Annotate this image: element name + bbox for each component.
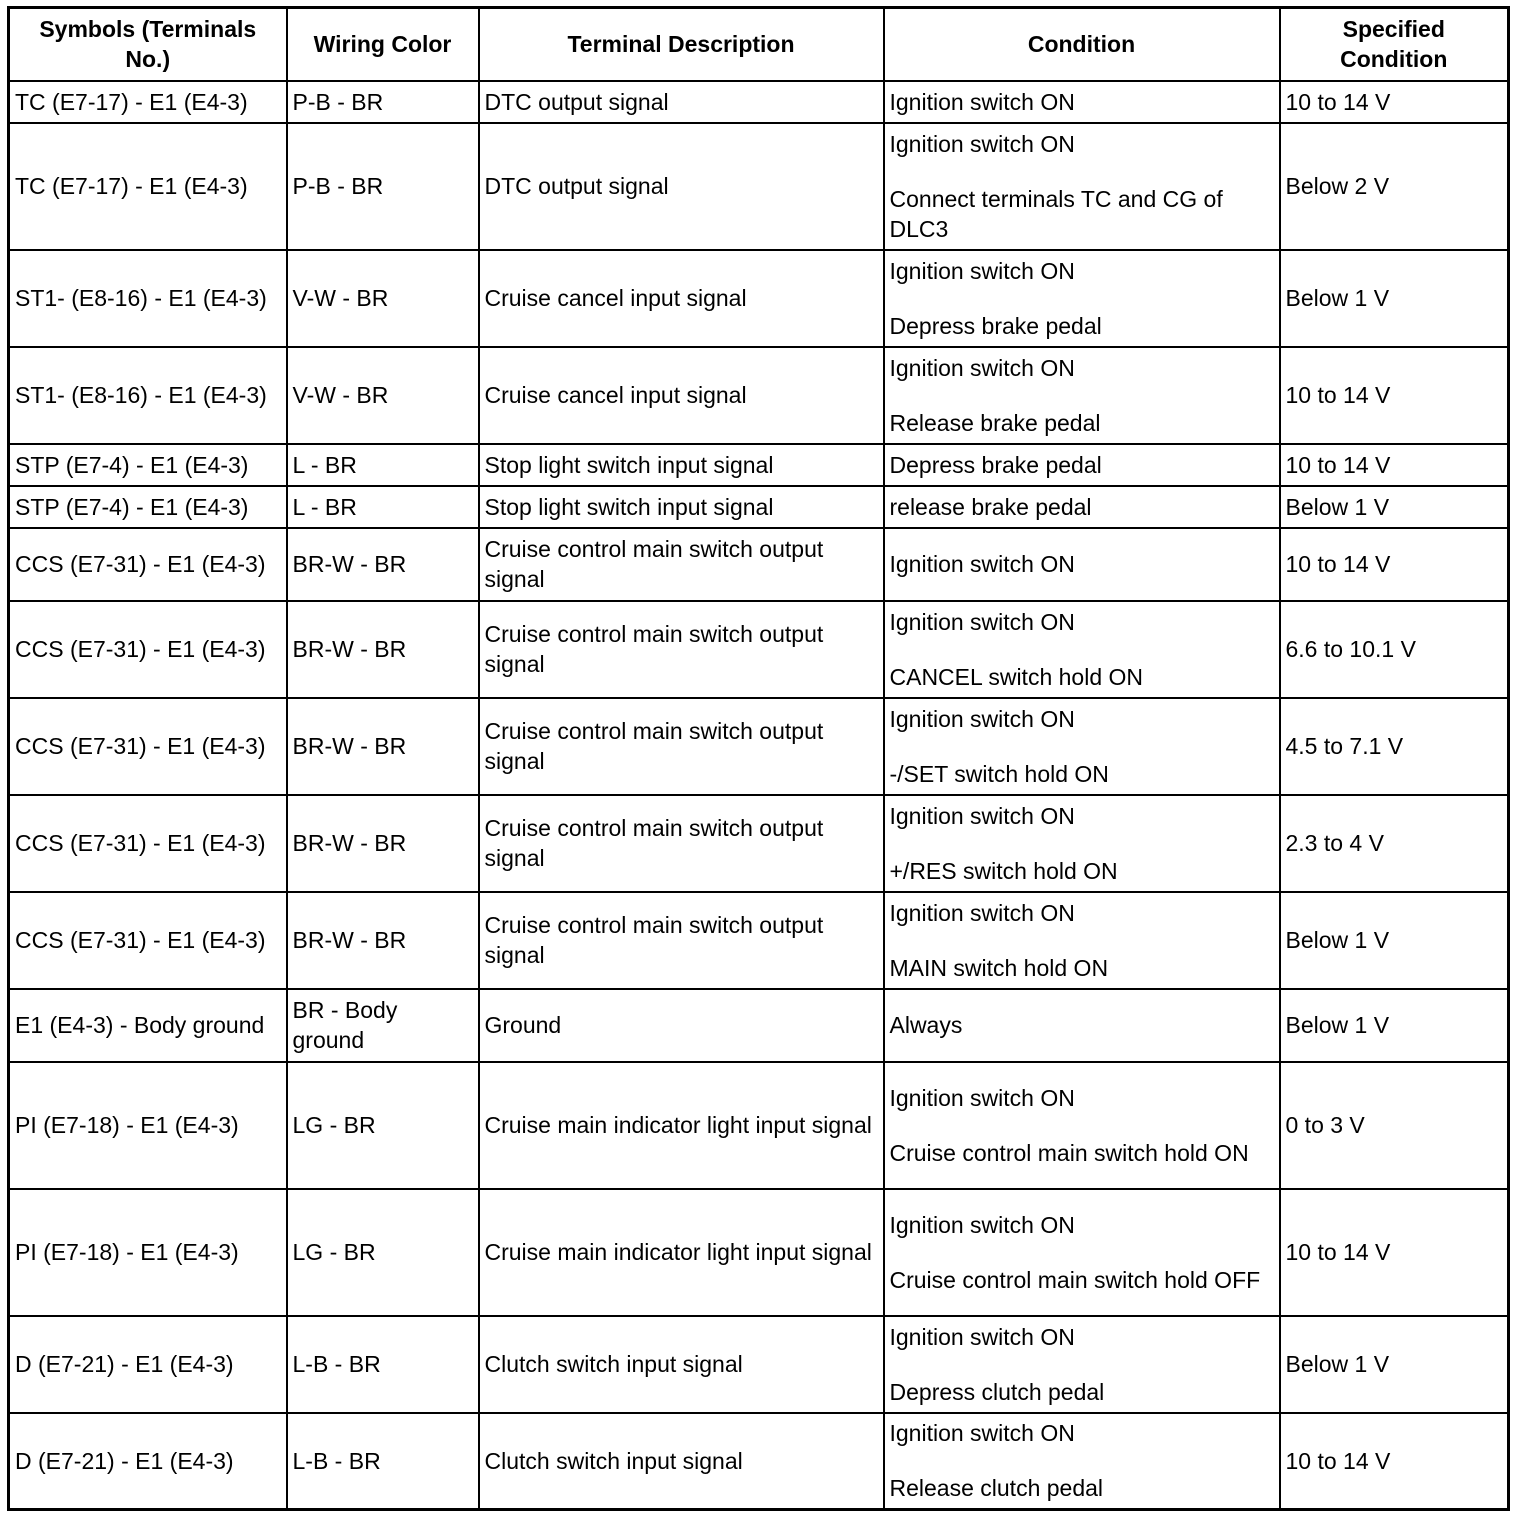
cell-symbol: E1 (E4-3) - Body ground	[9, 989, 287, 1062]
cell-symbol: PI (E7-18) - E1 (E4-3)	[9, 1062, 287, 1189]
cell-symbol: ST1- (E8-16) - E1 (E4-3)	[9, 250, 287, 347]
cell-wiring-color: BR-W - BR	[287, 698, 479, 795]
cell-description: Cruise main indicator light input signal	[479, 1062, 884, 1189]
cell-condition	[884, 81, 1280, 123]
table-row	[9, 601, 1509, 698]
cell-condition	[884, 1316, 1280, 1413]
cell-condition	[884, 698, 1280, 795]
cell-wiring-color: BR-W - BR	[287, 528, 479, 601]
cell-wiring-color: BR - Body ground	[287, 989, 479, 1062]
cell-symbol: CCS (E7-31) - E1 (E4-3)	[9, 892, 287, 989]
table-row	[9, 250, 1509, 347]
condition-line: Connect terminals TC and CG of DLC3	[889, 185, 1223, 242]
cell-wiring-color: P-B - BR	[287, 81, 479, 123]
cell-wiring-color: L-B - BR	[287, 1316, 479, 1413]
cell-wiring-color: BR-W - BR	[287, 601, 479, 698]
table-row	[9, 528, 1509, 601]
cell-condition	[884, 989, 1280, 1062]
condition-line: Cruise control main switch hold ON	[889, 1139, 1249, 1166]
cell-description: Cruise cancel input signal	[479, 250, 884, 347]
terminal-spec-table	[7, 6, 1510, 1511]
cell-description: Stop light switch input signal	[479, 486, 884, 528]
cell-description: Clutch switch input signal	[479, 1413, 884, 1510]
condition-line: Always	[889, 1012, 963, 1038]
cell-wiring-color: L - BR	[287, 444, 479, 486]
cell-symbol: CCS (E7-31) - E1 (E4-3)	[9, 601, 287, 698]
cell-condition	[884, 250, 1280, 347]
header-terminal-description: Terminal Description	[479, 8, 884, 81]
condition-line: Ignition switch ON	[889, 1420, 1075, 1447]
table-row	[9, 486, 1509, 528]
cell-specified-condition: 4.5 to 7.1 V	[1280, 698, 1509, 795]
condition-line: Ignition switch ON	[889, 130, 1075, 157]
condition-line: Release brake pedal	[889, 409, 1101, 436]
cell-specified-condition: Below 1 V	[1280, 989, 1509, 1062]
cell-condition	[884, 123, 1280, 250]
condition-line: Ignition switch ON	[889, 354, 1075, 381]
cell-description: Cruise control main switch output signal	[479, 698, 884, 795]
cell-symbol: D (E7-21) - E1 (E4-3)	[9, 1316, 287, 1413]
cell-symbol: ST1- (E8-16) - E1 (E4-3)	[9, 347, 287, 444]
cell-specified-condition: Below 1 V	[1280, 892, 1509, 989]
cell-symbol: D (E7-21) - E1 (E4-3)	[9, 1413, 287, 1510]
cell-specified-condition: 10 to 14 V	[1280, 81, 1509, 123]
condition-line: Release clutch pedal	[889, 1475, 1104, 1502]
cell-specified-condition: 10 to 14 V	[1280, 528, 1509, 601]
condition-line: Depress brake pedal	[889, 451, 1102, 478]
cell-wiring-color: P-B - BR	[287, 123, 479, 250]
cell-description: Cruise control main switch output signal	[479, 528, 884, 601]
cell-symbol: CCS (E7-31) - E1 (E4-3)	[9, 698, 287, 795]
cell-specified-condition: Below 2 V	[1280, 123, 1509, 250]
cell-specified-condition: 10 to 14 V	[1280, 1189, 1509, 1316]
condition-line: CANCEL switch hold ON	[889, 663, 1144, 690]
cell-specified-condition: Below 1 V	[1280, 486, 1509, 528]
cell-symbol: PI (E7-18) - E1 (E4-3)	[9, 1189, 287, 1316]
cell-condition	[884, 1413, 1280, 1510]
condition-line: MAIN switch hold ON	[889, 954, 1109, 981]
cell-description: Cruise control main switch output signal	[479, 601, 884, 698]
table-row	[9, 1413, 1509, 1510]
cell-wiring-color: LG - BR	[287, 1062, 479, 1189]
header-wiring-color: Wiring Color	[287, 8, 479, 81]
cell-wiring-color: V-W - BR	[287, 250, 479, 347]
cell-specified-condition: Below 1 V	[1280, 250, 1509, 347]
header-specified-condition: Specified Condition	[1280, 8, 1509, 81]
cell-specified-condition: 10 to 14 V	[1280, 1413, 1509, 1510]
condition-line: Ignition switch ON	[889, 899, 1075, 926]
cell-specified-condition: Below 1 V	[1280, 1316, 1509, 1413]
table-row	[9, 989, 1509, 1062]
cell-condition	[884, 444, 1280, 486]
cell-condition	[884, 795, 1280, 892]
cell-symbol: CCS (E7-31) - E1 (E4-3)	[9, 795, 287, 892]
cell-symbol: TC (E7-17) - E1 (E4-3)	[9, 81, 287, 123]
condition-line: Ignition switch ON	[889, 551, 1075, 577]
cell-symbol: STP (E7-4) - E1 (E4-3)	[9, 486, 287, 528]
cell-symbol: STP (E7-4) - E1 (E4-3)	[9, 444, 287, 486]
cell-wiring-color: L-B - BR	[287, 1413, 479, 1510]
condition-line: Ignition switch ON	[889, 608, 1075, 635]
cell-description: Ground	[479, 989, 884, 1062]
table-row	[9, 1062, 1509, 1189]
header-condition: Condition	[884, 8, 1280, 81]
cell-symbol: TC (E7-17) - E1 (E4-3)	[9, 123, 287, 250]
condition-line: +/RES switch hold ON	[889, 857, 1118, 884]
table-row	[9, 795, 1509, 892]
table-row	[9, 347, 1509, 444]
header-symbols: Symbols (Terminals No.)	[9, 8, 287, 81]
table-row	[9, 123, 1509, 250]
table-row	[9, 892, 1509, 989]
cell-condition	[884, 486, 1280, 528]
condition-line: Ignition switch ON	[889, 802, 1075, 829]
cell-condition	[884, 892, 1280, 989]
cell-wiring-color: LG - BR	[287, 1189, 479, 1316]
cell-description: DTC output signal	[479, 123, 884, 250]
header-row	[9, 8, 1509, 81]
table-body	[9, 81, 1509, 1510]
table-row	[9, 444, 1509, 486]
cell-specified-condition: 10 to 14 V	[1280, 444, 1509, 486]
condition-line: Ignition switch ON	[889, 1084, 1075, 1111]
cell-condition	[884, 1189, 1280, 1316]
cell-wiring-color: BR-W - BR	[287, 892, 479, 989]
cell-condition	[884, 1062, 1280, 1189]
condition-line: -/SET switch hold ON	[889, 760, 1109, 787]
cell-condition	[884, 347, 1280, 444]
cell-description: Clutch switch input signal	[479, 1316, 884, 1413]
condition-line: release brake pedal	[889, 493, 1092, 520]
condition-line: Cruise control main switch hold OFF	[889, 1266, 1261, 1293]
table-row	[9, 698, 1509, 795]
cell-wiring-color: BR-W - BR	[287, 795, 479, 892]
cell-condition	[884, 601, 1280, 698]
table-row	[9, 81, 1509, 123]
cell-specified-condition: 2.3 to 4 V	[1280, 795, 1509, 892]
cell-description: Stop light switch input signal	[479, 444, 884, 486]
condition-line: Ignition switch ON	[889, 257, 1075, 284]
cell-description: Cruise cancel input signal	[479, 347, 884, 444]
condition-line: Depress clutch pedal	[889, 1378, 1105, 1405]
condition-line: Ignition switch ON	[889, 88, 1075, 115]
cell-wiring-color: L - BR	[287, 486, 479, 528]
cell-description: DTC output signal	[479, 81, 884, 123]
cell-specified-condition: 10 to 14 V	[1280, 347, 1509, 444]
cell-description: Cruise control main switch output signal	[479, 795, 884, 892]
table-row	[9, 1316, 1509, 1413]
cell-condition	[884, 528, 1280, 601]
table-row	[9, 1189, 1509, 1316]
cell-description: Cruise control main switch output signal	[479, 892, 884, 989]
condition-line: Ignition switch ON	[889, 1323, 1075, 1350]
cell-wiring-color: V-W - BR	[287, 347, 479, 444]
cell-description: Cruise main indicator light input signal	[479, 1189, 884, 1316]
cell-specified-condition: 0 to 3 V	[1280, 1062, 1509, 1189]
condition-line: Ignition switch ON	[889, 1211, 1075, 1238]
cell-symbol: CCS (E7-31) - E1 (E4-3)	[9, 528, 287, 601]
condition-line: Ignition switch ON	[889, 705, 1075, 732]
condition-line: Depress brake pedal	[889, 312, 1102, 339]
cell-specified-condition: 6.6 to 10.1 V	[1280, 601, 1509, 698]
